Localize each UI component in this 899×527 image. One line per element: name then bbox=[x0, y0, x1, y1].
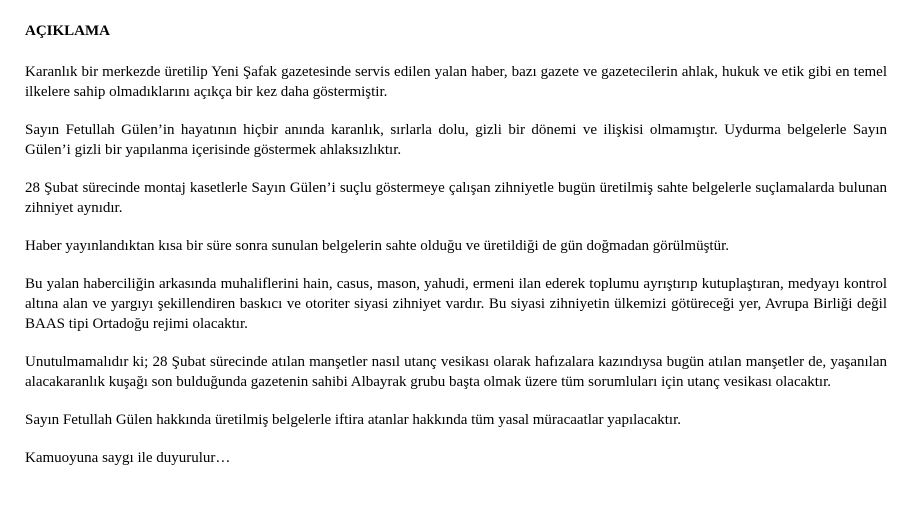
document-title: AÇIKLAMA bbox=[25, 23, 110, 39]
closing-line: Kamuoyuna saygı ile duyurulur… bbox=[25, 450, 231, 466]
statement-document bbox=[25, 20, 887, 468]
paragraph-2: Sayın Fetullah Gülen’in hayatının hiçbir anında karanlık, sırlarla dolu, gizli bir dönemi ve ilişkisi olmamıştır. Uydurma belgelerle Sayın Gülen’i gizli bir yapılanma içerisinde göstermek ahlaksızlıktır. bbox=[25, 122, 887, 158]
paragraph-4: Haber yayınlandıktan kısa bir süre sonra sunulan belgelerin sahte olduğu ve üretildiği de gün doğmadan görülmüştür. bbox=[25, 238, 730, 254]
paragraph-1: Karanlık bir merkezde üretilip Yeni Şafak gazetesinde servis edilen yalan haber, bazı gazete ve gazetecilerin ahlak, hukuk ve etik gibi en temel ilkelere sahip olmadıklarını açıkça bir kez daha göstermiştir. bbox=[25, 64, 887, 100]
paragraph-6: Unutulmamalıdır ki; 28 Şubat sürecinde atılan manşetler nasıl utanç vesikası olarak hafızalara kazındıysa bugün atılan manşetler de, yaşanılan alacakaranlık kuşağı son bulduğunda gazetenin sahibi Albayrak grubu başta olmak üzere tüm sorumluları için utanç vesikası olacaktır. bbox=[25, 354, 887, 390]
paragraph-5: Bu yalan haberciliğin arkasında muhaliflerini hain, casus, mason, yahudi, ermeni ilan ederek toplumu ayrıştırıp kutuplaştıran, medyayı kontrol altına alan ve yargıyı şekillendiren baskıcı ve otoriter siyasi zihniyet vardır. Bu siyasi zihniyetin ülkemizi götüreceği yer, Avrupa Birliği değil BAAS tipi Ortadoğu rejimi olacaktır. bbox=[25, 276, 887, 332]
paragraph-3: 28 Şubat sürecinde montaj kasetlerle Sayın Gülen’i suçlu göstermeye çalışan zihniyetle bugün üretilmiş sahte belgelerle suçlamalarda bulunan zihniyet aynıdır. bbox=[25, 180, 887, 216]
paragraph-7: Sayın Fetullah Gülen hakkında üretilmiş belgelerle iftira atanlar hakkında tüm yasal müracaatlar yapılacaktır. bbox=[25, 412, 682, 428]
